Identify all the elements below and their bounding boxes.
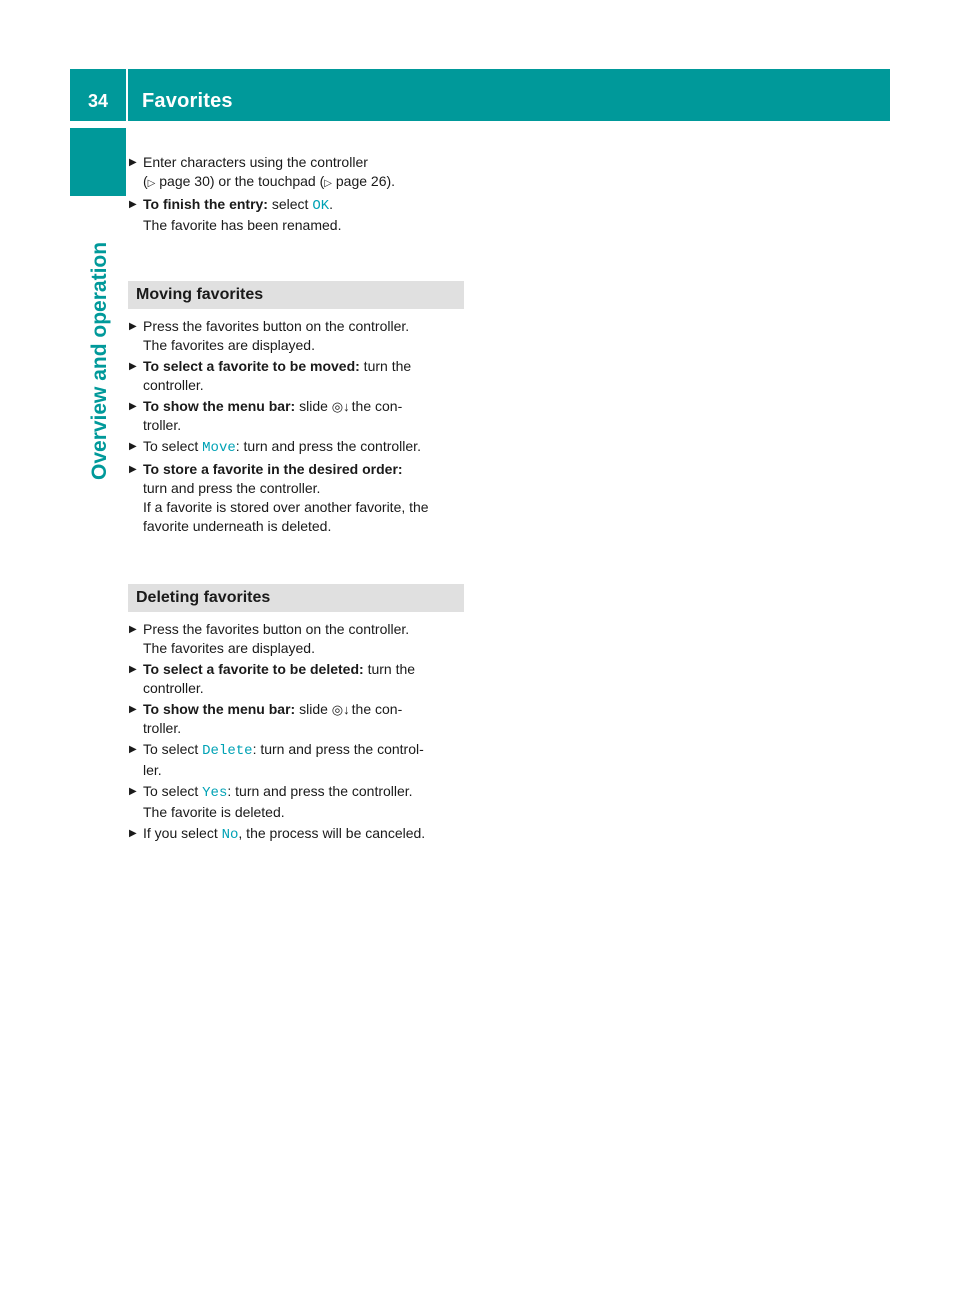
arrow-icon: ▶ [129, 786, 137, 797]
ui-term: No [221, 827, 239, 843]
step-text: To select a favorite to be moved: turn the [143, 358, 412, 374]
arrow-icon: ▶ [129, 828, 137, 839]
subheading-moving-favorites: Moving favorites [128, 281, 464, 309]
list-item [128, 195, 464, 235]
step-text: To select Move: turn and press the controller. [143, 438, 421, 456]
step-text: ler. [143, 762, 162, 778]
arrow-icon: ▶ [129, 464, 137, 475]
list-item [128, 660, 464, 698]
step-text: The favorite has been renamed. [143, 217, 342, 233]
step-text: troller. [143, 417, 182, 433]
arrow-icon: ▶ [129, 321, 137, 332]
step-text: The favorite is deleted. [143, 804, 285, 820]
ui-term: OK [312, 198, 330, 214]
step-text: To finish the entry: select OK. [143, 196, 334, 214]
arrow-icon: ▶ [129, 704, 137, 715]
side-tab [80, 210, 120, 480]
step-text: To select Delete: turn and press the control- [143, 741, 424, 759]
side-tab-label: Overview and operation [88, 241, 111, 480]
step-text: (▷ page 30) or the touchpad (▷ page 26). [143, 173, 396, 189]
section-title: Favorites [142, 90, 233, 112]
arrow-icon: ▶ [129, 664, 137, 675]
arrow-icon: ▶ [129, 199, 137, 210]
step-text: turn and press the controller. [143, 480, 321, 496]
arrow-icon: ▶ [129, 441, 137, 452]
step-text: controller. [143, 680, 204, 696]
controller-slide-down-icon: ◎↓ [331, 702, 350, 717]
step-text: The favorites are displayed. [143, 337, 315, 353]
ui-term: Yes [202, 785, 228, 801]
step-text: controller. [143, 377, 204, 393]
step-text: Press the favorites button on the controller. [143, 318, 410, 334]
ui-term: Delete [202, 743, 253, 759]
step-text: To select a favorite to be deleted: turn the [143, 661, 416, 677]
list-item [128, 437, 464, 458]
page-ref-icon: ▷ [324, 178, 332, 189]
header-divider [126, 69, 128, 121]
list-item [128, 824, 464, 845]
arrow-icon: ▶ [129, 401, 137, 412]
side-tab-marker [70, 128, 126, 196]
step-text: Press the favorites button on the controller. [143, 621, 410, 637]
step-text: If a favorite is stored over another favorite, the [143, 499, 429, 515]
step-text: Enter characters using the controller [143, 154, 368, 170]
step-text: troller. [143, 720, 182, 736]
list-item [128, 740, 464, 780]
step-text: To show the menu bar: slide ◎↓ the con- [143, 398, 403, 414]
list-item [128, 620, 464, 658]
page-ref-icon: ▷ [147, 178, 156, 189]
arrow-icon: ▶ [129, 157, 137, 168]
step-text: To store a favorite in the desired order: [143, 461, 403, 477]
list-item [128, 153, 464, 193]
subheading-deleting-favorites: Deleting favorites [128, 584, 464, 612]
step-text: If you select No, the process will be canceled. [143, 825, 426, 843]
list-item [128, 782, 464, 822]
step-text: To show the menu bar: slide ◎↓ the con- [143, 701, 403, 717]
ui-term: Move [202, 440, 236, 456]
content-column [128, 153, 464, 847]
list-item [128, 397, 464, 435]
arrow-icon: ▶ [129, 624, 137, 635]
list-item [128, 460, 464, 536]
page-number: 34 [87, 91, 109, 111]
step-text: The favorites are displayed. [143, 640, 315, 656]
list-item [128, 317, 464, 355]
list-item [128, 700, 464, 738]
step-text: To select Yes: turn and press the controller. [143, 783, 413, 801]
arrow-icon: ▶ [129, 361, 137, 372]
step-text: favorite underneath is deleted. [143, 518, 332, 534]
arrow-icon: ▶ [129, 744, 137, 755]
list-item [128, 357, 464, 395]
controller-slide-down-icon: ◎↓ [331, 399, 350, 414]
